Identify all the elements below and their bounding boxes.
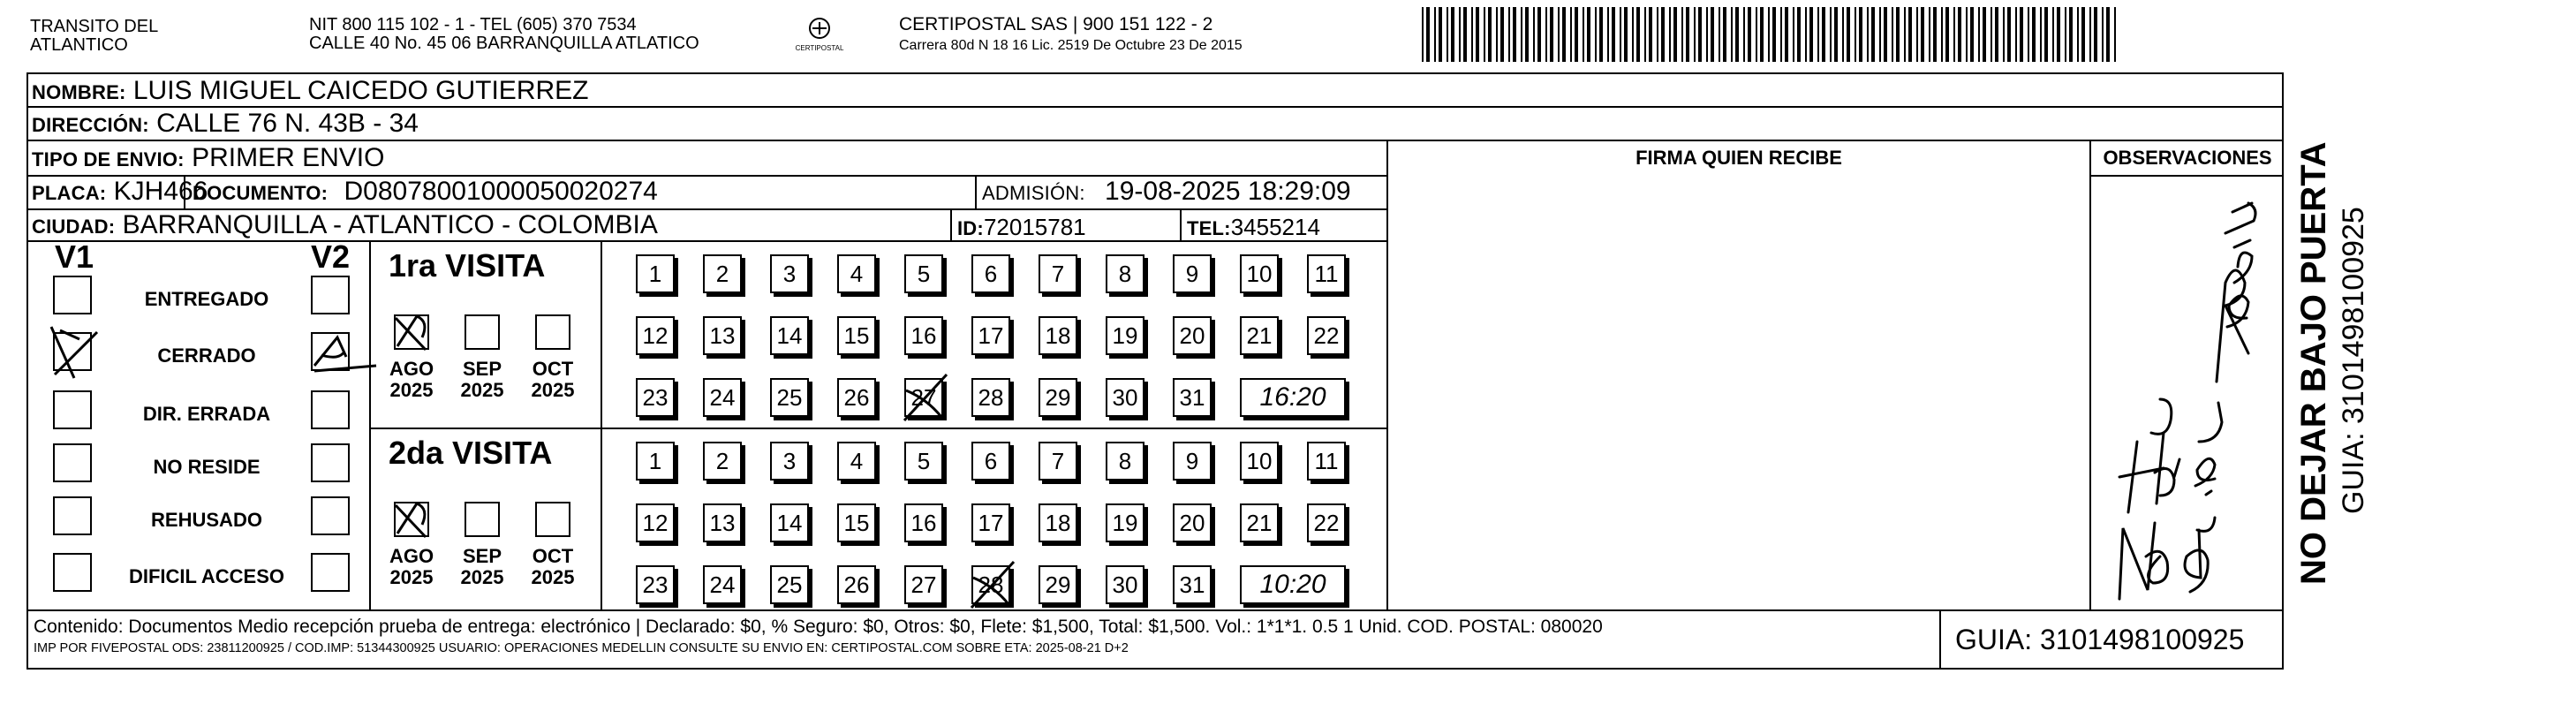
visit-2-day-27[interactable]: 27 [904, 565, 943, 604]
visit-1-month-sep-label: SEP 2025 [460, 358, 504, 401]
visit-1-month-ago-label: AGO 2025 [389, 358, 434, 401]
visit-1-title: 1ra VISITA [389, 247, 546, 284]
v1-checkbox-cerrado[interactable] [53, 332, 92, 371]
visit-2-month-sep-label: SEP 2025 [460, 545, 504, 588]
v1-checkbox-entregado[interactable] [53, 276, 92, 314]
month-check-mark [390, 498, 434, 542]
status-label-entregado: ENTREGADO [144, 288, 269, 310]
tipo-envio-field [32, 143, 384, 175]
barcode [1422, 7, 2119, 62]
observaciones-header: OBSERVACIONES [2103, 147, 2272, 169]
visit-1-day-30[interactable]: 30 [1106, 378, 1144, 417]
visit-1-day-7[interactable]: 7 [1039, 254, 1077, 293]
v2-checkbox-rehusado[interactable] [311, 496, 350, 535]
visit-2-day-15[interactable]: 15 [837, 503, 876, 542]
id-value: 72015781 [983, 214, 1086, 240]
visit-2-day-18[interactable]: 18 [1039, 503, 1077, 542]
visit-2-day-28[interactable]: 28 [971, 565, 1010, 604]
visit-1-day-26[interactable]: 26 [837, 378, 876, 417]
v1-checkbox-dir-errada[interactable] [53, 390, 92, 429]
visit-1-day-22[interactable]: 22 [1307, 316, 1346, 355]
visit-2-day-8[interactable]: 8 [1106, 442, 1144, 481]
visit-1-day-5[interactable]: 5 [904, 254, 943, 293]
tel-field [1187, 212, 1320, 244]
visit-1-day-21[interactable]: 21 [1240, 316, 1279, 355]
day-cross-mark [968, 560, 1021, 613]
visit-2-day-7[interactable]: 7 [1039, 442, 1077, 481]
v2-checkbox-dificil-acceso[interactable] [311, 553, 350, 592]
visit-2-day-31[interactable]: 31 [1173, 565, 1212, 604]
visit-2-day-3[interactable]: 3 [770, 442, 809, 481]
v2-checkbox-dir-errada[interactable] [311, 390, 350, 429]
visit-2-day-9[interactable]: 9 [1173, 442, 1212, 481]
tel-label: TEL: [1187, 217, 1231, 239]
visit-1-handwritten-time: 16:20 [1240, 378, 1346, 417]
license-line: Carrera 80d N 18 16 Lic. 2519 De Octubre 23 De 2015 [899, 38, 1243, 53]
admision-label: ADMISIÓN: [982, 182, 1085, 204]
v1-checkbox-dificil-acceso[interactable] [53, 553, 92, 592]
visit-2-month-oct-checkbox[interactable] [535, 502, 570, 537]
documento-field [193, 177, 658, 208]
visit-1-day-12[interactable]: 12 [636, 316, 675, 355]
visit-2-day-11[interactable]: 11 [1307, 442, 1346, 481]
footer-print-line: IMP POR FIVEPOSTAL ODS: 23811200925 / COD.IMP: 51344300925 USUARIO: OPERACIONES MEDELLIN CONSULTE SU ENVIO EN: CERTIPOSTAL.COM SOBRE ETA: 2025-08-21 D+2 [34, 641, 1129, 655]
ciudad-value: BARRANQUILLA - ATLANTICO - COLOMBIA [122, 210, 658, 239]
v1-header: V1 [55, 238, 94, 275]
sender-address-line: CALLE 40 No. 45 06 BARRANQUILLA ATLATICO [309, 34, 699, 53]
visit-1-day-2[interactable]: 2 [703, 254, 742, 293]
visit-1-day-31[interactable]: 31 [1173, 378, 1212, 417]
visit-2-month-ago-checkbox[interactable] [394, 502, 429, 537]
month-check-mark [390, 311, 434, 355]
visit-2-day-17[interactable]: 17 [971, 503, 1010, 542]
v2-check-mark [311, 330, 381, 383]
visit-2-day-19[interactable]: 19 [1106, 503, 1144, 542]
visit-2-day-4[interactable]: 4 [837, 442, 876, 481]
placa-field [32, 177, 208, 208]
footer-content-line: Contenido: Documentos Medio recepción prueba de entrega: electrónico | Declarado: $0, % Seguro: $0, Otros: $0, Flete: $1,500, Total: $1,500. Vol.: 1*1*1. 0.5 1 Unid. COD. POSTAL: 080020 [34, 617, 1603, 637]
visit-1-day-13[interactable]: 13 [703, 316, 742, 355]
visit-2-month-sep-checkbox[interactable] [465, 502, 500, 537]
sender-block [30, 18, 207, 55]
visit-1-day-24[interactable]: 24 [703, 378, 742, 417]
visit-2-day-29[interactable]: 29 [1039, 565, 1077, 604]
visit-1-day-27[interactable]: 27 [904, 378, 943, 417]
v1-checkbox-rehusado[interactable] [53, 496, 92, 535]
tipo-envio-label: TIPO DE ENVIO: [32, 148, 185, 170]
status-label-dir-errada: DIR. ERRADA [142, 403, 271, 425]
tipo-envio-value: PRIMER ENVIO [192, 143, 385, 172]
visit-2-day-26[interactable]: 26 [837, 565, 876, 604]
sender-name-line1: TRANSITO DEL [30, 17, 159, 36]
day-cross-mark [901, 373, 954, 426]
ciudad-label: CIUDAD: [32, 216, 116, 238]
visit-1-day-18[interactable]: 18 [1039, 316, 1077, 355]
visit-2-day-5[interactable]: 5 [904, 442, 943, 481]
visit-2-day-24[interactable]: 24 [703, 565, 742, 604]
nombre-value: LUIS MIGUEL CAICEDO GUTIERREZ [132, 76, 589, 105]
visit-1-month-sep-checkbox[interactable] [465, 314, 500, 350]
v2-checkbox-entregado[interactable] [311, 276, 350, 314]
visit-2-day-13[interactable]: 13 [703, 503, 742, 542]
visit-1-day-1[interactable]: 1 [636, 254, 675, 293]
ciudad-field [32, 210, 658, 242]
company-block [899, 14, 1394, 57]
side-guia: GUIA: 3101498100925 [2337, 207, 2370, 514]
visit-2-handwritten-time: 10:20 [1240, 565, 1346, 604]
visit-1-day-16[interactable]: 16 [904, 316, 943, 355]
id-field [957, 212, 1086, 244]
visit-2-day-14[interactable]: 14 [770, 503, 809, 542]
visit-1-day-11[interactable]: 11 [1307, 254, 1346, 293]
visit-2-day-21[interactable]: 21 [1240, 503, 1279, 542]
visit-1-day-14[interactable]: 14 [770, 316, 809, 355]
direccion-label: DIRECCIÓN: [32, 114, 149, 136]
visit-1-day-29[interactable]: 29 [1039, 378, 1077, 417]
id-label: ID: [957, 217, 984, 239]
admision-value: 19-08-2025 18:29:09 [1105, 177, 1351, 206]
visit-2-day-12[interactable]: 12 [636, 503, 675, 542]
documento-value: D08078001000050020274 [344, 177, 658, 206]
observation-handwriting [2093, 177, 2270, 608]
v2-checkbox-cerrado[interactable] [311, 332, 350, 371]
visit-1-day-28[interactable]: 28 [971, 378, 1010, 417]
direccion-value: CALLE 76 N. 43B - 34 [156, 109, 419, 138]
visit-2-day-6[interactable]: 6 [971, 442, 1010, 481]
placa-value: KJH466 [113, 177, 208, 206]
v1-checkbox-no-reside[interactable] [53, 443, 92, 482]
visit-2-day-2[interactable]: 2 [703, 442, 742, 481]
nit-line: NIT 800 115 102 - 1 - TEL (605) 370 7534 [309, 15, 637, 34]
visit-1-day-10[interactable]: 10 [1240, 254, 1279, 293]
visit-2-day-25[interactable]: 25 [770, 565, 809, 604]
visit-2-day-30[interactable]: 30 [1106, 565, 1144, 604]
v2-checkbox-no-reside[interactable] [311, 443, 350, 482]
visit-2-day-16[interactable]: 16 [904, 503, 943, 542]
visit-1-day-6[interactable]: 6 [971, 254, 1010, 293]
visit-1-day-19[interactable]: 19 [1106, 316, 1144, 355]
admision-field [982, 177, 1351, 208]
visit-2-month-oct-label: OCT 2025 [531, 545, 575, 588]
status-label-dificil-acceso: DIFICIL ACCESO [128, 565, 284, 587]
certipostal-logo [788, 14, 851, 60]
status-label-no-reside: NO RESIDE [153, 456, 261, 478]
nombre-label: NOMBRE: [32, 81, 126, 103]
company-line: CERTIPOSTAL SAS | 900 151 122 - 2 [899, 14, 1213, 34]
visit-2-day-20[interactable]: 20 [1173, 503, 1212, 542]
visit-2-day-22[interactable]: 22 [1307, 503, 1346, 542]
visit-1-month-oct-label: OCT 2025 [531, 358, 575, 401]
v2-header: V2 [311, 238, 351, 275]
firma-header: FIRMA QUIEN RECIBE [1635, 147, 1842, 169]
visit-1-day-9[interactable]: 9 [1173, 254, 1212, 293]
visit-1-month-ago-checkbox[interactable] [394, 314, 429, 350]
no-dejar-bajo-puerta: NO DEJAR BAJO PUERTA [2294, 141, 2333, 585]
visit-1-day-4[interactable]: 4 [837, 254, 876, 293]
v1-check-mark [48, 327, 101, 380]
visit-1-day-25[interactable]: 25 [770, 378, 809, 417]
nombre-field [32, 76, 588, 108]
visit-1-day-23[interactable]: 23 [636, 378, 675, 417]
logo-text: CERTIPOSTAL [795, 44, 844, 52]
visit-2-day-10[interactable]: 10 [1240, 442, 1279, 481]
visit-1-day-8[interactable]: 8 [1106, 254, 1144, 293]
visit-2-day-1[interactable]: 1 [636, 442, 675, 481]
visit-1-month-oct-checkbox[interactable] [535, 314, 570, 350]
visit-1-day-20[interactable]: 20 [1173, 316, 1212, 355]
footer-guia: GUIA: 3101498100925 [1955, 624, 2245, 655]
visit-2-day-23[interactable]: 23 [636, 565, 675, 604]
visit-2-month-ago-label: AGO 2025 [389, 545, 434, 588]
visit-2-title: 2da VISITA [389, 435, 553, 471]
sender-name-line2: ATLANTICO [30, 35, 128, 55]
tel-value: 3455214 [1230, 214, 1320, 240]
documento-label: DOCUMENTO: [193, 182, 329, 204]
placa-label: PLACA: [32, 182, 107, 204]
status-label-cerrado: CERRADO [157, 344, 256, 367]
direccion-field [32, 109, 419, 140]
visit-1-day-17[interactable]: 17 [971, 316, 1010, 355]
status-label-rehusado: REHUSADO [151, 509, 262, 531]
visit-1-day-3[interactable]: 3 [770, 254, 809, 293]
sender-contact [309, 16, 786, 53]
visit-1-day-15[interactable]: 15 [837, 316, 876, 355]
